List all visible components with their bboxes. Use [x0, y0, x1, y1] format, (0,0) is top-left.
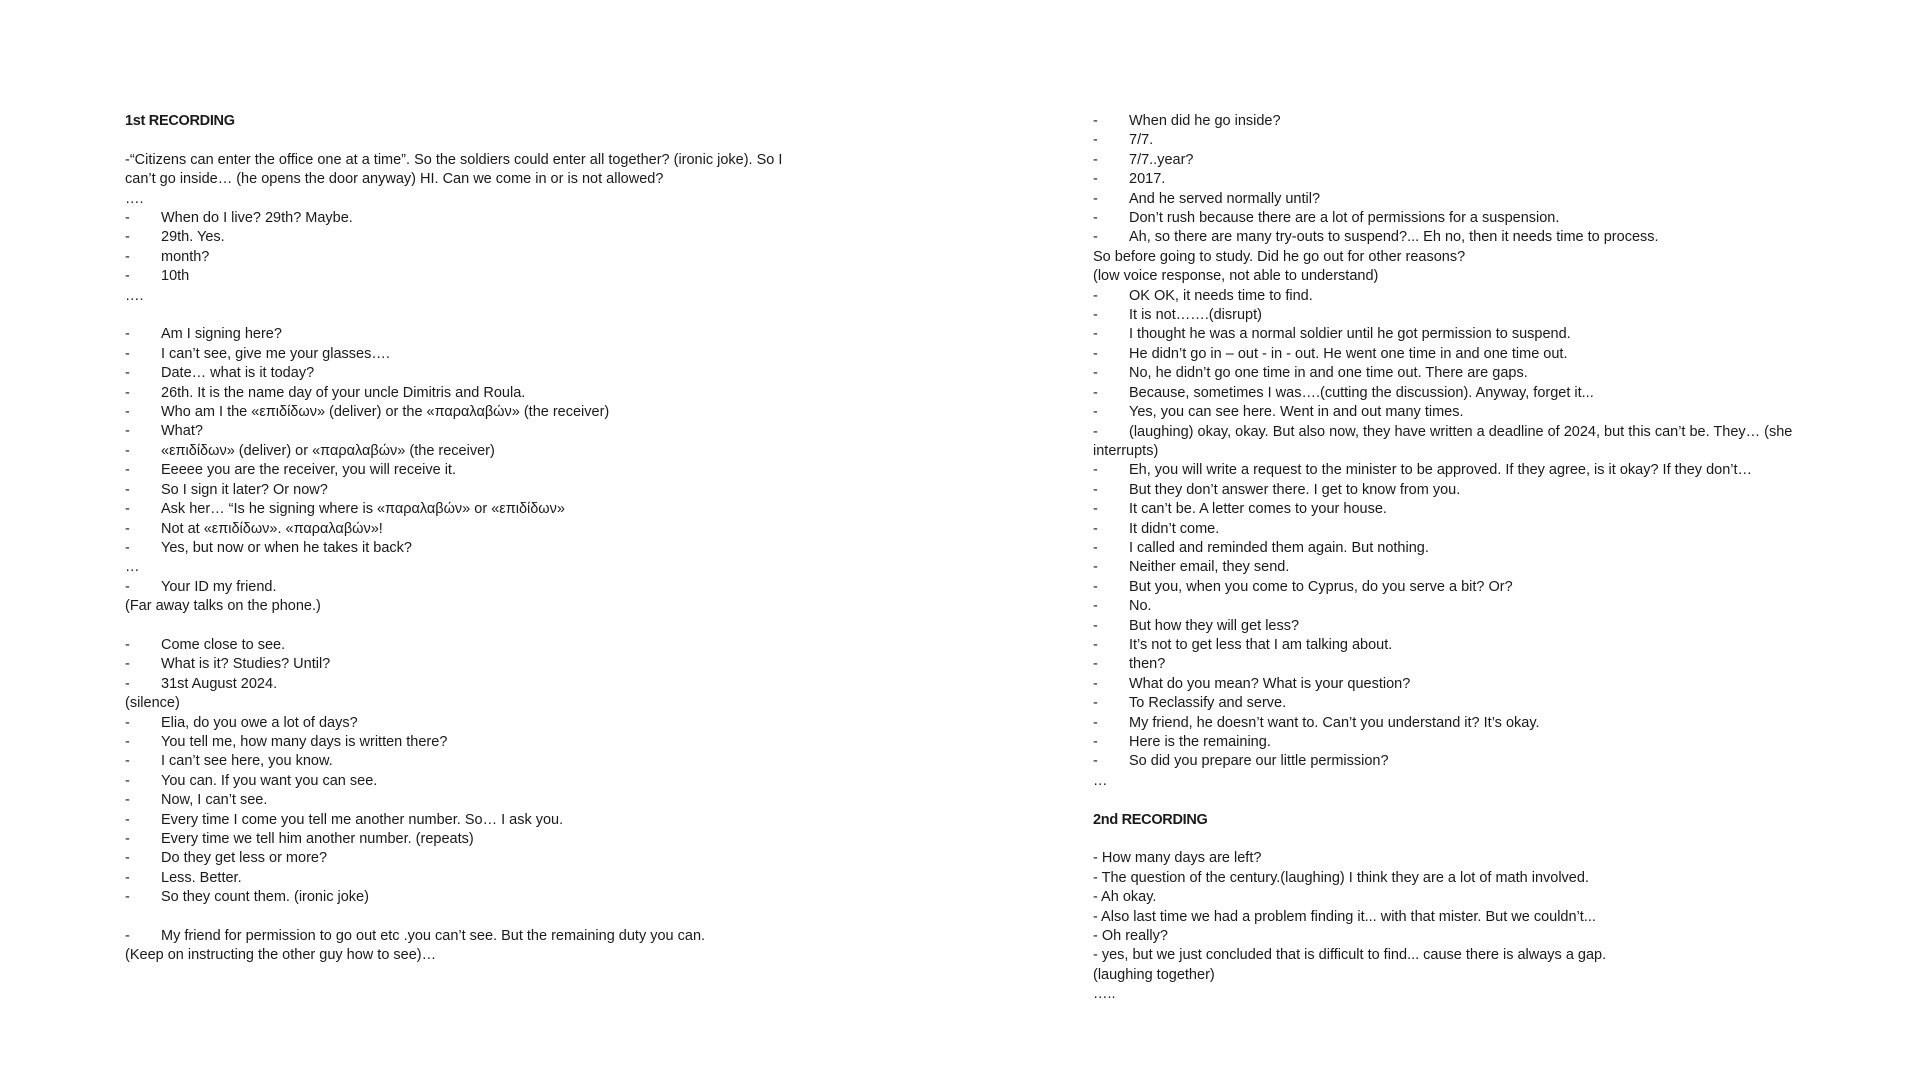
dialogue-text: 31st August 2024.	[161, 675, 278, 692]
dialogue-dash: -	[1093, 675, 1098, 692]
blank-line	[125, 131, 805, 150]
blank-line	[125, 617, 805, 636]
dialogue-line	[1093, 423, 1823, 442]
dialogue-line	[1093, 578, 1823, 597]
dialogue-text: 29th. Yes.	[161, 229, 225, 246]
dialogue-dash: -	[1093, 559, 1098, 576]
dialogue-line	[125, 422, 805, 441]
dialogue-line	[125, 461, 805, 480]
dialogue-line	[125, 481, 805, 500]
dialogue-text: And he served normally until?	[1129, 190, 1321, 207]
dialogue-text: Now, I can’t see.	[161, 792, 268, 809]
dialogue-dash: -	[125, 578, 130, 595]
dialogue-dash: -	[125, 928, 130, 944]
dialogue-text: Eeeee you are the receiver, you will receive it.	[161, 462, 456, 479]
dialogue-dash: -	[1093, 210, 1098, 227]
dialogue-text: 2017.	[1129, 171, 1166, 188]
dialogue-text: What do you mean? What is your question?	[1129, 675, 1411, 692]
dialogue-line	[1093, 461, 1823, 480]
transcript-line: - Oh really?	[1093, 928, 1168, 945]
transcript-line: -“Citizens can enter the office one at a time”. So the soldiers could enter all together? (ironic joke). So I	[125, 151, 783, 168]
dialogue-line	[125, 733, 805, 752]
dialogue-line	[125, 830, 805, 849]
right-page-transcript	[1093, 112, 1823, 1005]
dialogue-text: Yes, you can see here. Went in and out many times.	[1129, 404, 1464, 421]
dialogue-line	[125, 849, 805, 868]
dialogue-text: Am I signing here?	[161, 326, 282, 343]
dialogue-text: But you, when you come to Cyprus, do you serve a bit? Or?	[1129, 578, 1513, 595]
section-heading: 1st RECORDING	[125, 113, 235, 129]
dialogue-dash: -	[1093, 656, 1098, 673]
dialogue-text: It can’t be. A letter comes to your house.	[1129, 501, 1387, 518]
dialogue-text: Elia, do you owe a lot of days?	[161, 714, 358, 731]
dialogue-text: To Reclassify and serve.	[1129, 695, 1287, 712]
dialogue-text: What?	[161, 423, 203, 440]
dialogue-text: «επιδίδων» (deliver) or «παραλαβών» (the receiver)	[161, 442, 495, 459]
dialogue-line	[125, 384, 805, 403]
dialogue-dash: -	[125, 462, 130, 479]
dialogue-text: When do I live? 29th? Maybe.	[161, 210, 353, 227]
dialogue-text: So I sign it later? Or now?	[161, 481, 328, 498]
dialogue-line	[1093, 325, 1823, 344]
dialogue-text: Yes, but now or when he takes it back?	[161, 539, 412, 556]
dialogue-line	[1093, 539, 1823, 558]
dialogue-dash: -	[1093, 695, 1098, 712]
transcript-line: (laughing together)	[1093, 966, 1215, 983]
dialogue-dash: -	[1093, 539, 1098, 556]
dialogue-text: My friend for permission to go out etc .you can’t see. But the remaining duty you can.	[161, 928, 706, 944]
dialogue-dash: -	[1093, 151, 1098, 168]
dialogue-text: Who am I the «επιδίδων» (deliver) or the «παραλαβών» (the receiver)	[161, 404, 610, 421]
dialogue-line	[1093, 112, 1823, 131]
dialogue-dash: -	[125, 423, 130, 440]
dialogue-text: He didn’t go in – out - in - out. He went one time in and one time out.	[1129, 345, 1568, 362]
dialogue-dash: -	[125, 811, 130, 828]
transcript-line: - yes, but we just concluded that is difficult to find... cause there is always a gap.	[1093, 947, 1607, 964]
dialogue-line	[1093, 403, 1823, 422]
dialogue-text: But how they will get less?	[1129, 617, 1300, 634]
dialogue-text: You tell me, how many days is written there?	[161, 733, 448, 750]
dialogue-dash: -	[125, 384, 130, 401]
dialogue-dash: -	[125, 442, 130, 459]
dialogue-text: But they don’t answer there. I get to know from you.	[1129, 481, 1461, 498]
left-page-transcript	[125, 112, 805, 966]
dialogue-line	[125, 811, 805, 830]
dialogue-line	[1093, 131, 1823, 150]
dialogue-text: 26th. It is the name day of your uncle Dimitris and Roula.	[161, 384, 526, 401]
dialogue-dash: -	[125, 656, 130, 673]
dialogue-dash: -	[1093, 287, 1098, 304]
dialogue-dash: -	[1093, 345, 1098, 362]
dialogue-line	[1093, 733, 1823, 752]
dialogue-text: It is not…….(disrupt)	[1129, 307, 1262, 324]
dialogue-line	[1093, 481, 1823, 500]
dialogue-text: No, he didn’t go one time in and one time out. There are gaps.	[1129, 365, 1528, 382]
dialogue-dash: -	[1093, 617, 1098, 634]
blank-line	[1093, 830, 1823, 849]
dialogue-dash: -	[1093, 462, 1098, 479]
dialogue-line	[1093, 636, 1823, 655]
dialogue-line	[1093, 287, 1823, 306]
dialogue-text: Because, sometimes I was….(cutting the discussion). Anyway, forget it...	[1129, 384, 1594, 401]
dialogue-dash: -	[125, 772, 130, 789]
dialogue-dash: -	[125, 636, 130, 653]
dialogue-line	[125, 752, 805, 771]
dialogue-line	[1093, 364, 1823, 383]
section-heading: 2nd RECORDING	[1093, 811, 1208, 828]
dialogue-text: No.	[1129, 598, 1152, 615]
dialogue-text: month?	[161, 248, 210, 265]
transcript-line: - How many days are left?	[1093, 850, 1262, 867]
dialogue-text: I called and reminded them again. But nothing.	[1129, 539, 1429, 556]
transcript-line: (Far away talks on the phone.)	[125, 598, 321, 615]
dialogue-dash: -	[1093, 326, 1098, 343]
dialogue-dash: -	[125, 675, 130, 692]
transcript-line: So before going to study. Did he go out for other reasons?	[1093, 248, 1466, 265]
dialogue-line	[1093, 151, 1823, 170]
dialogue-dash: -	[125, 210, 130, 227]
dialogue-line	[1093, 558, 1823, 577]
dialogue-line	[1093, 597, 1823, 616]
dialogue-line	[125, 927, 805, 946]
dialogue-text: I can’t see here, you know.	[161, 753, 333, 770]
dialogue-dash: -	[125, 792, 130, 809]
dialogue-dash: -	[1093, 132, 1098, 149]
dialogue-dash: -	[125, 345, 130, 362]
dialogue-text: My friend, he doesn’t want to. Can’t you understand it? It’s okay.	[1129, 714, 1540, 731]
dialogue-dash: -	[1093, 734, 1098, 750]
transcript-line: …..	[1093, 986, 1116, 1003]
dialogue-line	[1093, 306, 1823, 325]
dialogue-line	[125, 714, 805, 733]
dialogue-text: 10th	[161, 268, 190, 285]
dialogue-line	[1093, 209, 1823, 228]
dialogue-dash: -	[125, 481, 130, 498]
transcript-line: (low voice response, not able to understand)	[1093, 268, 1379, 285]
blank-line	[125, 306, 805, 325]
dialogue-dash: -	[125, 248, 130, 265]
dialogue-line	[1093, 170, 1823, 189]
dialogue-dash: -	[125, 869, 130, 886]
dialogue-dash: -	[125, 404, 130, 421]
dialogue-text: So did you prepare our little permission?	[1129, 753, 1389, 770]
transcript-line: can’t go inside… (he opens the door anyway) HI. Can we come in or is not allowed?	[125, 171, 664, 188]
dialogue-text: It didn’t come.	[1129, 520, 1220, 537]
dialogue-dash: -	[125, 229, 130, 246]
dialogue-dash: -	[1093, 501, 1098, 518]
dialogue-line	[125, 636, 805, 655]
dialogue-dash: -	[125, 268, 130, 285]
dialogue-line	[125, 325, 805, 344]
dialogue-line	[1093, 345, 1823, 364]
dialogue-text: Eh, you will write a request to the minister to be approved. If they agree, is it okay? If they don’t…	[1129, 462, 1753, 479]
dialogue-line	[125, 791, 805, 810]
dialogue-line	[1093, 190, 1823, 209]
dialogue-dash: -	[1093, 481, 1098, 498]
dialogue-dash: -	[1093, 520, 1098, 537]
dialogue-line	[1093, 384, 1823, 403]
dialogue-dash: -	[1093, 714, 1098, 731]
dialogue-text: Ah, so there are many try-outs to suspend?... Eh no, then it needs time to process.	[1129, 229, 1659, 246]
transcript-line: ….	[125, 287, 144, 304]
dialogue-text: Every time I come you tell me another number. So… I ask you.	[161, 811, 564, 828]
dialogue-line	[125, 500, 805, 519]
dialogue-text: OK OK, it needs time to find.	[1129, 287, 1313, 304]
dialogue-line	[1093, 228, 1823, 247]
dialogue-dash: -	[125, 714, 130, 731]
dialogue-line	[1093, 714, 1823, 733]
dialogue-text: What is it? Studies? Until?	[161, 656, 331, 673]
dialogue-dash: -	[1093, 113, 1098, 129]
dialogue-line	[125, 403, 805, 422]
dialogue-dash: -	[1093, 404, 1098, 421]
dialogue-text: Neither email, they send.	[1129, 559, 1290, 576]
dialogue-line	[125, 539, 805, 558]
dialogue-text: It’s not to get less that I am talking about.	[1129, 636, 1393, 653]
dialogue-text: You can. If you want you can see.	[161, 772, 378, 789]
dialogue-line	[125, 869, 805, 888]
dialogue-dash: -	[1093, 229, 1098, 246]
dialogue-line	[125, 655, 805, 674]
dialogue-dash: -	[125, 889, 130, 906]
dialogue-line	[125, 209, 805, 228]
dialogue-text: Every time we tell him another number. (repeats)	[161, 830, 474, 847]
dialogue-dash: -	[1093, 423, 1098, 440]
dialogue-line	[1093, 752, 1823, 771]
transcript-line: - Also last time we had a problem finding it... with that mister. But we couldn’t...	[1093, 908, 1596, 925]
dialogue-dash: -	[1093, 578, 1098, 595]
dialogue-line	[1093, 500, 1823, 519]
dialogue-line	[125, 578, 805, 597]
dialogue-dash: -	[125, 365, 130, 382]
dialogue-dash: -	[1093, 171, 1098, 188]
dialogue-line	[1093, 617, 1823, 636]
dialogue-line	[125, 345, 805, 364]
dialogue-line	[125, 364, 805, 383]
transcript-line: …	[125, 559, 140, 576]
dialogue-line	[1093, 520, 1823, 539]
dialogue-text: I can’t see, give me your glasses….	[161, 345, 390, 362]
dialogue-text: Do they get less or more?	[161, 850, 328, 867]
transcript-line: …	[1093, 772, 1108, 789]
dialogue-text: Here is the remaining.	[1129, 734, 1271, 750]
dialogue-line	[1093, 655, 1823, 674]
dialogue-dash: -	[1093, 190, 1098, 207]
dialogue-dash: -	[1093, 307, 1098, 324]
transcript-line: - The question of the century.(laughing) I think they are a lot of math involved.	[1093, 869, 1589, 886]
dialogue-line	[125, 520, 805, 539]
dialogue-dash: -	[125, 520, 130, 537]
dialogue-text: Come close to see.	[161, 636, 286, 653]
dialogue-dash: -	[1093, 384, 1098, 401]
dialogue-text: Less. Better.	[161, 869, 242, 886]
dialogue-text: Not at «επιδίδων». «παραλαβών»!	[161, 520, 383, 537]
dialogue-dash: -	[1093, 636, 1098, 653]
dialogue-line	[125, 442, 805, 461]
dialogue-dash: -	[1093, 598, 1098, 615]
dialogue-line	[1093, 675, 1823, 694]
transcript-line: ….	[125, 190, 144, 207]
dialogue-line	[125, 248, 805, 267]
dialogue-dash: -	[125, 501, 130, 518]
dialogue-dash: -	[125, 830, 130, 847]
dialogue-text: (laughing) okay, okay. But also now, they have written a deadline of 2024, but this can’t be. They… (she	[1129, 423, 1793, 440]
dialogue-dash: -	[125, 850, 130, 867]
dialogue-text: Date… what is it today?	[161, 365, 315, 382]
dialogue-text: then?	[1129, 656, 1166, 673]
dialogue-line	[125, 772, 805, 791]
dialogue-text: When did he go inside?	[1129, 113, 1281, 129]
dialogue-text: I thought he was a normal soldier until he got permission to suspend.	[1129, 326, 1571, 343]
dialogue-text: 7/7.	[1129, 132, 1154, 149]
dialogue-text: 7/7..year?	[1129, 151, 1194, 168]
dialogue-dash: -	[125, 753, 130, 770]
dialogue-text: Your ID my friend.	[161, 578, 277, 595]
dialogue-text: Ask her… “Is he signing where is «παραλαβών» or «επιδίδων»	[161, 501, 565, 518]
dialogue-dash: -	[125, 326, 130, 343]
dialogue-line	[125, 888, 805, 907]
transcript-line: (Keep on instructing the other guy how to see)…	[125, 947, 437, 964]
transcript-line: interrupts)	[1093, 442, 1159, 459]
dialogue-line	[1093, 694, 1823, 713]
blank-line	[1093, 791, 1823, 810]
dialogue-line	[125, 228, 805, 247]
dialogue-line	[125, 267, 805, 286]
dialogue-dash: -	[125, 733, 130, 750]
blank-line	[125, 908, 805, 927]
dialogue-text: Don’t rush because there are a lot of permissions for a suspension.	[1129, 210, 1560, 227]
transcript-line: - Ah okay.	[1093, 889, 1157, 906]
dialogue-text: So they count them. (ironic joke)	[161, 889, 369, 906]
transcript-line: (silence)	[125, 695, 180, 712]
dialogue-dash: -	[1093, 365, 1098, 382]
dialogue-dash: -	[125, 539, 130, 556]
dialogue-dash: -	[1093, 753, 1098, 770]
dialogue-line	[125, 675, 805, 694]
